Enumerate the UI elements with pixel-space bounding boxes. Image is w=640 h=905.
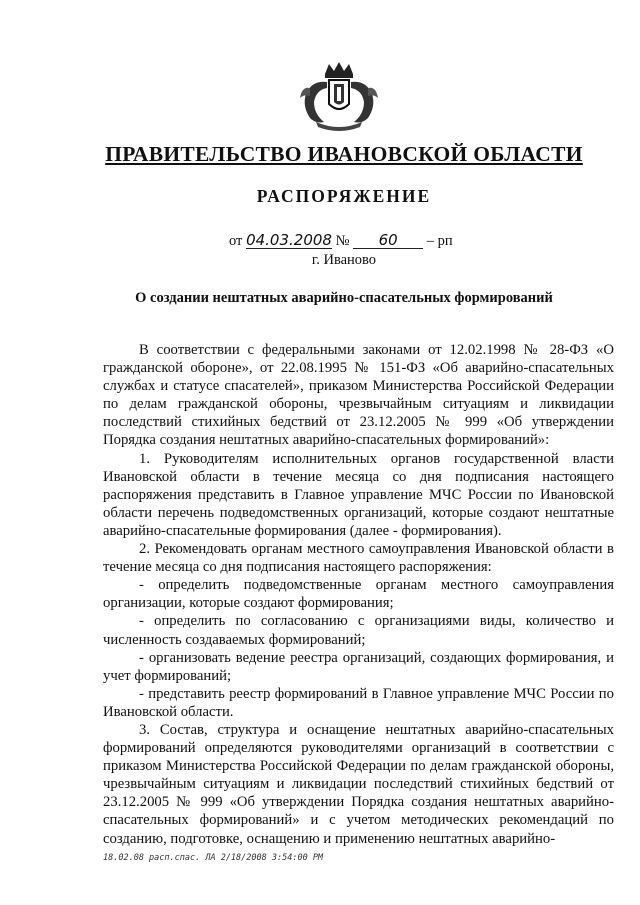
item-2-paragraph: 2. Рекомендовать органам местного самоуправления Ивановской области в течение месяца со дня подписания настоящего распоряжения:	[103, 541, 614, 576]
item-3-paragraph: 3. Состав, структура и оснащение нештатных аварийно-спасательных формирований определяются руководителями организаций в соответствии с приказом Министерства Российской Федерации по делам гражданской обороны, чрезвычайным ситуациям и ликвидации последствий стихийных бедствий от 23.12.2005 № 999 «Об утверждении Порядка создания нештатных аварийно-спасательных формирований» и с учетом методических рекомендаций по созданию, подготовке, оснащению и применению нештатных аварийно-	[103, 721, 614, 847]
date-number-line	[229, 232, 453, 250]
document-body	[103, 341, 614, 848]
document-subject: О создании нештатных аварийно-спасательных формирований	[135, 290, 553, 306]
date-value: 04.03.2008	[246, 231, 332, 249]
footer-file-info: 18.02.08 расп.спас. ЛА 2/18/2008 3:54:00 PM	[103, 853, 324, 863]
government-title: ПРАВИТЕЛЬСТВО ИВАНОВСКОЙ ОБЛАСТИ	[105, 142, 583, 166]
number-value: 60	[353, 232, 423, 249]
city: г. Иваново	[311, 252, 377, 268]
item-2d-paragraph: - представить реестр формирований в Главное управление МЧС России по Ивановской области.	[103, 685, 614, 720]
number-suffix: – рп	[426, 233, 453, 249]
item-2c-paragraph: - организовать ведение реестра организаций, создающих формирования, и учет формирований;	[103, 649, 614, 684]
item-2a-paragraph: - определить подведомственные органам местного самоуправления организации, которые создают формирования;	[103, 577, 614, 612]
item-2b-paragraph: - определить по согласованию с организациями виды, количество и численность создаваемых формирований;	[103, 613, 614, 648]
coat-of-arms-icon	[298, 60, 380, 132]
preamble-paragraph: В соответствии с федеральными законами от 12.02.1998 № 28-ФЗ «О гражданской обороне», от 22.08.1995 № 151-ФЗ «Об аварийно-спасательных службах и статусе спасателей», приказом Министерства Российской Федерации по делам гражданской обороны, чрезвычайным ситуациям и ликвидации последствий стихийных бедствий от 23.12.2005 № 999 «Об утверждении Порядка создания нештатных аварийно-спасательных формирований»:	[103, 342, 614, 449]
date-prefix: от	[229, 233, 243, 249]
item-1-paragraph: 1. Руководителям исполнительных органов государственной власти Ивановской области в течение месяца со дня подписания настоящего распоряжения представить в Главное управление МЧС России по Ивановской области перечень подведомственных организаций, которые создают нештатные аварийно-спасательные формирования (далее - формирования).	[103, 450, 614, 539]
number-prefix: №	[335, 233, 350, 249]
document-type: РАСПОРЯЖЕНИЕ	[256, 186, 432, 206]
